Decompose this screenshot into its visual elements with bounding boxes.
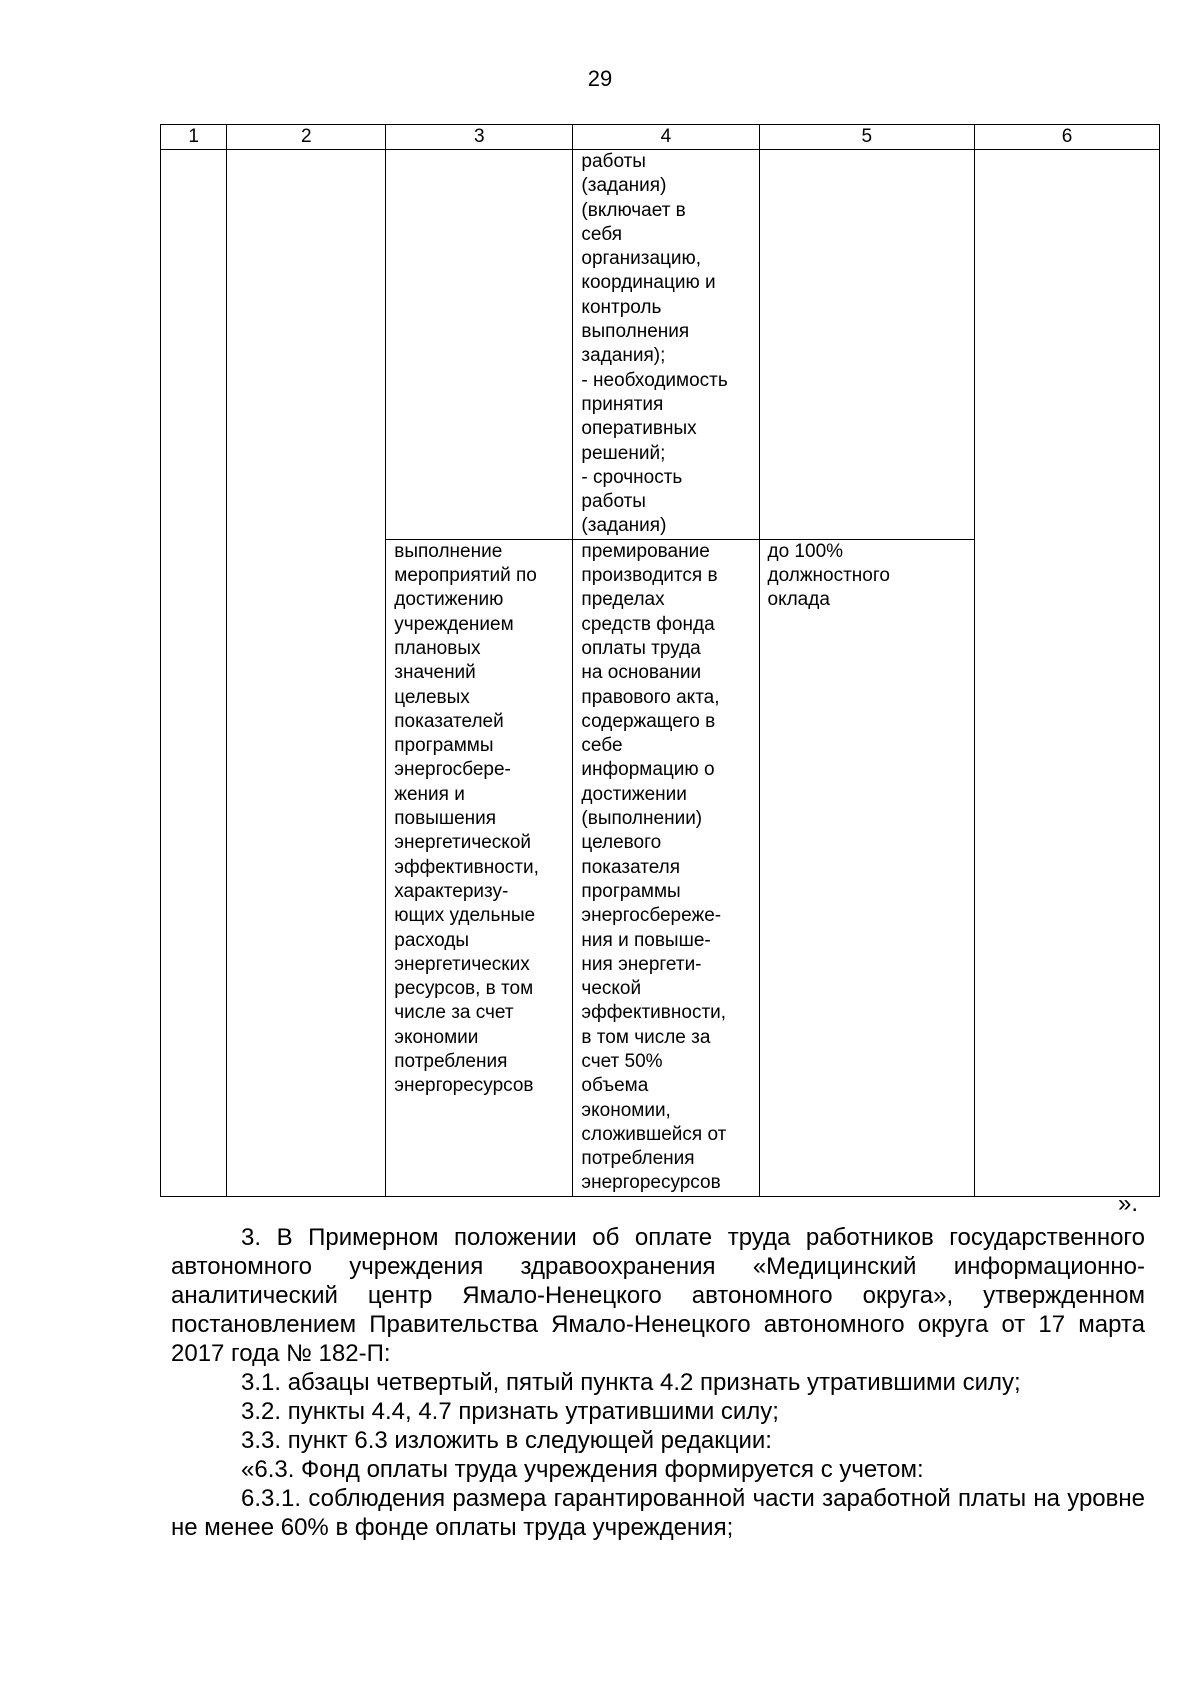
closing-quote: ». bbox=[1118, 1190, 1139, 1217]
column-header-2: 2 bbox=[227, 125, 386, 150]
table-header bbox=[161, 125, 1160, 150]
cell-col2-empty bbox=[227, 150, 386, 1197]
paragraph-3: 3. В Примерном положении об оплате труда работников государственного автономного учреждения здравоохранения «Медицинский информационно-аналитический центр Ямало-Ненецкого автономного округа», утвержденном постановлением Правительства Ямало-Ненецкого автономного округа от 17 марта 2017 года № 182-П: bbox=[171, 1224, 1145, 1367]
paragraph-3-3: 3.3. пункт 6.3 изложить в следующей редакции: bbox=[241, 1427, 772, 1454]
table-row bbox=[161, 150, 1160, 540]
cell-col6-empty bbox=[974, 150, 1159, 1197]
cell-col5-empty-top bbox=[759, 150, 974, 540]
cell-col4-continuation: работы (задания) (включает в себя организацию, координацию и контроль выполнения задания); - необходимость принятия оперативных решений; - срочность работы (задания) bbox=[573, 150, 759, 540]
column-header-1: 1 bbox=[161, 125, 227, 150]
column-header-3: 3 bbox=[386, 125, 573, 150]
paragraph-6-3-1: 6.3.1. соблюдения размера гарантированной части заработной платы на уровне не менее 60% в фонде оплаты труда учреждения; bbox=[171, 1485, 1145, 1541]
cell-criterion-description: выполнение мероприятий по достижению учреждением плановых значений целевых показателей программы энергосбере- жения и повышения энергетической эффективности, характеризу- ющих удельные расходы энергетических ресурсов, в том числе за счет экономии потребления энергоресурсов bbox=[386, 539, 573, 1196]
header-row bbox=[161, 125, 1160, 150]
cell-bonus-amount: до 100% должностного оклада bbox=[759, 539, 974, 1196]
paragraph-3-1: 3.1. абзацы четвертый, пятый пункта 4.2 признать утратившими силу; bbox=[241, 1369, 1021, 1396]
cell-bonus-conditions: премирование производится в пределах средств фонда оплаты труда на основании правового акта, содержащего в себе информацию о достижении (выполнении) целевого показателя программы энергосбереже- ния и повыше- ния энергети- ческой эффективности, в том числе за счет 50% объема экономии, сложившейся от потребления энергоресурсов bbox=[573, 539, 759, 1196]
paragraph-3-2: 3.2. пункты 4.4, 4.7 признать утратившими силу; bbox=[241, 1398, 779, 1425]
criteria-table bbox=[160, 124, 1160, 1197]
cell-col3-empty-top bbox=[386, 150, 573, 540]
amendment-text bbox=[171, 1223, 1145, 1542]
column-header-4: 4 bbox=[573, 125, 759, 150]
column-header-5: 5 bbox=[759, 125, 974, 150]
table-body bbox=[161, 150, 1160, 1197]
paragraph-6-3: «6.3. Фонд оплаты труда учреждения формируется с учетом: bbox=[241, 1456, 924, 1483]
cell-col1-empty bbox=[161, 150, 227, 1197]
page-number: 29 bbox=[587, 66, 613, 91]
column-header-6: 6 bbox=[974, 125, 1159, 150]
